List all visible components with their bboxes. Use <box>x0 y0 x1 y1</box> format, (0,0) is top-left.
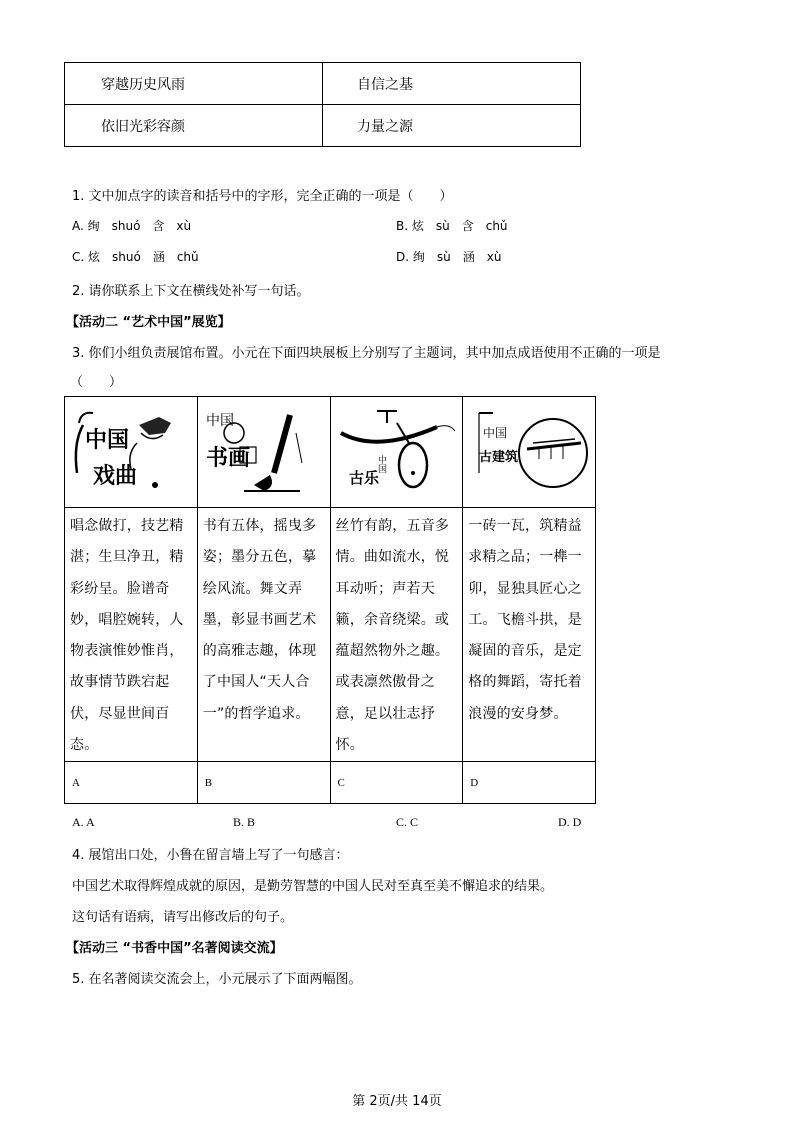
panel-image-cell-a <box>65 397 198 508</box>
table-cell: 依旧光彩容颜 <box>65 105 323 147</box>
panel-a-title-bottom: 戏曲 <box>93 463 138 489</box>
panel-image-cell-d <box>463 397 596 508</box>
panel-text-cell-d <box>463 508 596 762</box>
panel-d-title-top: 中国 <box>483 426 508 440</box>
panel-c-title-bottom: 古乐 <box>348 469 379 487</box>
question-1-option-a[interactable]: A. 绚 shuó 含 xù <box>72 219 192 233</box>
panel-d-text: 一砖一瓦，筑精益求精之品；一榫一卯，显独具匠心之工。飞檐斗拱，是凝固的音乐，是定格的舞蹈，寄托着浪漫的安身梦。 <box>468 518 582 722</box>
question-5-stem: 5. 在名著阅读交流会上，小元展示了下面两幅图。 <box>72 972 362 987</box>
question-3-option-d[interactable]: D. D <box>558 815 582 829</box>
question-3-option-b[interactable]: B. B <box>233 815 256 829</box>
page-footer: 第 2页/共 14页 <box>352 1094 442 1109</box>
theme-table <box>64 62 581 147</box>
question-4-stem: 4. 展馆出口处，小鲁在留言墙上写了一句感言： <box>72 848 349 863</box>
question-2-stem: 2. 请你联系上下文在横线处补写一句话。 <box>72 284 310 299</box>
panel-b-label: B <box>197 762 330 804</box>
panel-b-text: 书有五体，摇曳多姿；墨分五色，摹绘风流。舞文弄墨，彰显书画艺术的高雅志趣，体现了中国人“天人合一”的哲学追求。 <box>202 518 317 722</box>
calligraphy-brush-icon <box>204 403 326 501</box>
label-row <box>65 762 596 804</box>
question-4-sentence: 中国艺术取得辉煌成就的原因，是勤劳智慧的中国人民对至真至美不懈追求的结果。 <box>72 879 554 894</box>
ancient-building-icon <box>469 403 591 501</box>
panel-text-cell-b <box>197 508 330 762</box>
text-row <box>65 508 596 762</box>
panel-image-cell-b <box>197 397 330 508</box>
question-1-option-d[interactable]: D. 绚 sù 涵 xù <box>396 250 502 264</box>
table-cell: 力量之源 <box>323 105 581 147</box>
panel-b-title-top: 中国 <box>205 413 234 429</box>
table-cell: 自信之基 <box>323 63 581 105</box>
exhibit-board-table <box>64 396 596 804</box>
table-cell: 穿越历史风雨 <box>65 63 323 105</box>
question-4-instruction: 这句话有语病，请写出修改后的句子。 <box>72 910 294 925</box>
opera-mask-icon <box>71 403 193 501</box>
table-row <box>65 63 581 105</box>
question-3-option-c[interactable]: C. C <box>396 815 419 829</box>
panel-c-text: 丝竹有韵，五音多情。曲如流水，悦耳动听；声若天籁，余音绕梁。或蕴超然物外之趣。或表凛然傲骨之意，足以壮志抒怀。 <box>335 518 450 754</box>
panel-d-title-bottom: 古建筑 <box>479 450 519 465</box>
image-row <box>65 397 596 508</box>
panel-c-title-top: 中国 <box>375 455 386 473</box>
panel-c-label: C <box>330 762 463 804</box>
activity-3-heading: 【活动三 “书香中国”名著阅读交流】 <box>66 941 283 956</box>
panel-text-cell-c <box>330 508 463 762</box>
table-row <box>65 105 581 147</box>
pipa-instrument-icon <box>337 403 459 501</box>
panel-d-label: D <box>463 762 596 804</box>
question-3-option-a[interactable]: A. A <box>72 815 95 829</box>
question-1-option-c[interactable]: C. 炫 shuó 涵 chǔ <box>72 250 199 264</box>
question-1-stem: 1. 文中加点字的读音和括号中的字形，完全正确的一项是（ ） <box>72 189 453 204</box>
panel-image-cell-c <box>330 397 463 508</box>
question-3-stem: 3. 你们小组负责展馆布置。小元在下面四块展板上分别写了主题词，其中加点成语使用不正确的一项是 <box>72 346 661 361</box>
panel-text-cell-a <box>65 508 198 762</box>
panel-a-title-top: 中国 <box>85 427 130 453</box>
panel-a-label: A <box>65 762 198 804</box>
question-1-option-b[interactable]: B. 炫 sù 含 chǔ <box>396 219 508 233</box>
panel-a-text: 唱念做打，技艺精湛；生旦净丑，精彩纷呈。脸谱奇妙，唱腔婉转，人物表演惟妙惟肖，故事情节跌宕起伏，尽显世间百态。 <box>70 518 184 754</box>
panel-b-title-bottom: 书画 <box>205 445 250 471</box>
activity-2-heading: 【活动二 “艺术中国”展览】 <box>66 315 231 330</box>
question-3-stem-paren: （ ） <box>70 375 123 390</box>
